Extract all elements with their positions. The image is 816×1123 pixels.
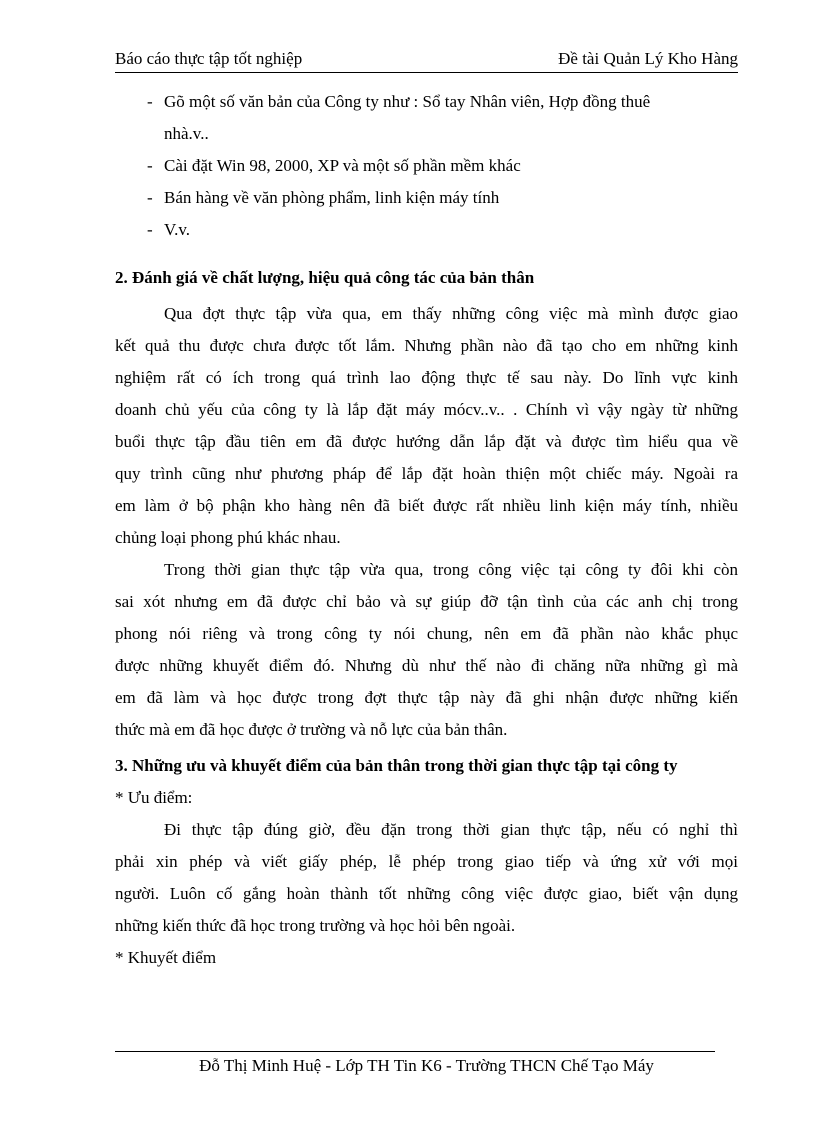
footer-divider	[115, 1051, 715, 1052]
page-header	[115, 48, 738, 73]
page-footer: Đỗ Thị Minh Huệ - Lớp TH Tin K6 - Trường THCN Chế Tạo Máy	[199, 1056, 654, 1075]
bullet-dash: -	[147, 156, 153, 175]
bullet-dash: -	[147, 220, 153, 239]
section-3-heading: 3. Những ưu và khuyết điểm của bản thân trong thời gian thực tập tại công ty	[115, 756, 678, 775]
section-2-paragraph-2: Trong thời gian thực tập vừa qua, trong công việc tại công ty đôi khi còn sai xót nhưng em đã được chỉ bảo và sự giúp đỡ tận tình của các anh chị trong phong nói riêng và trong công ty nói chung, nên em đã phần nào khắc phục được những khuyết điểm đó. Nhưng dù như thế nào đi chăng nữa những gì mà em đã làm và học được trong đợt thực tập này đã ghi nhận được những kiến thức mà em đã học được ở trường và nỗ lực của bản thân.	[115, 560, 738, 739]
task-list	[115, 88, 738, 248]
advantages-label: * Ưu điểm:	[115, 788, 193, 807]
list-item: - Bán hàng về văn phòng phẩm, linh kiện máy tính	[115, 184, 738, 216]
list-item: - V.v.	[115, 216, 738, 248]
weaknesses-label: * Khuyết điểm	[115, 948, 217, 967]
list-item: - Cài đặt Win 98, 2000, XP và một số phần mềm khác	[115, 152, 738, 184]
section-2-paragraph-1: Qua đợt thực tập vừa qua, em thấy những công việc mà mình được giao kết quả thu được chưa được tốt lắm. Nhưng phần nào đã tạo cho em những kinh nghiệm rất có ích trong quá trình lao động thực tế sau này. Do lĩnh vực kinh doanh chủ yếu của công ty là lắp đặt máy mócv..v.. . Chính vì vậy ngày từ những buổi thực tập đầu tiên em đã được hướng dẫn lắp đặt và được tìm hiểu qua về quy trình cũng như phương pháp để lắp đặt hoàn thiện một chiếc máy. Ngoài ra em làm ở bộ phận kho hàng nên đã biết được rất nhiều linh kiện máy tính, nhiều chủng loại phong phú khác nhau.	[115, 304, 738, 547]
list-item: - Gõ một số văn bản của Công ty như : Sổ tay Nhân viên, Hợp đồng thuê	[115, 88, 738, 120]
header-report-title: Báo cáo thực tập tốt nghiệp	[115, 49, 303, 68]
section-2-heading: 2. Đánh giá về chất lượng, hiệu quả công tác của bản thân	[115, 268, 535, 287]
list-item-continuation: nhà.v..	[164, 124, 209, 143]
header-topic: Đề tài Quản Lý Kho Hàng	[558, 49, 738, 68]
bullet-dash: -	[147, 188, 153, 207]
bullet-dash: -	[147, 92, 153, 111]
advantages-paragraph: Đi thực tập đúng giờ, đều đặn trong thời gian thực tập, nếu có nghỉ thì phải xin phép và viết giấy phép, lễ phép trong giao tiếp và ứng xử với mọi người. Luôn cố gắng hoàn thành tốt những công việc được giao, biết vận dụng những kiến thức đã học trong trường và học hỏi bên ngoài.	[115, 820, 738, 935]
page-content	[115, 88, 738, 976]
